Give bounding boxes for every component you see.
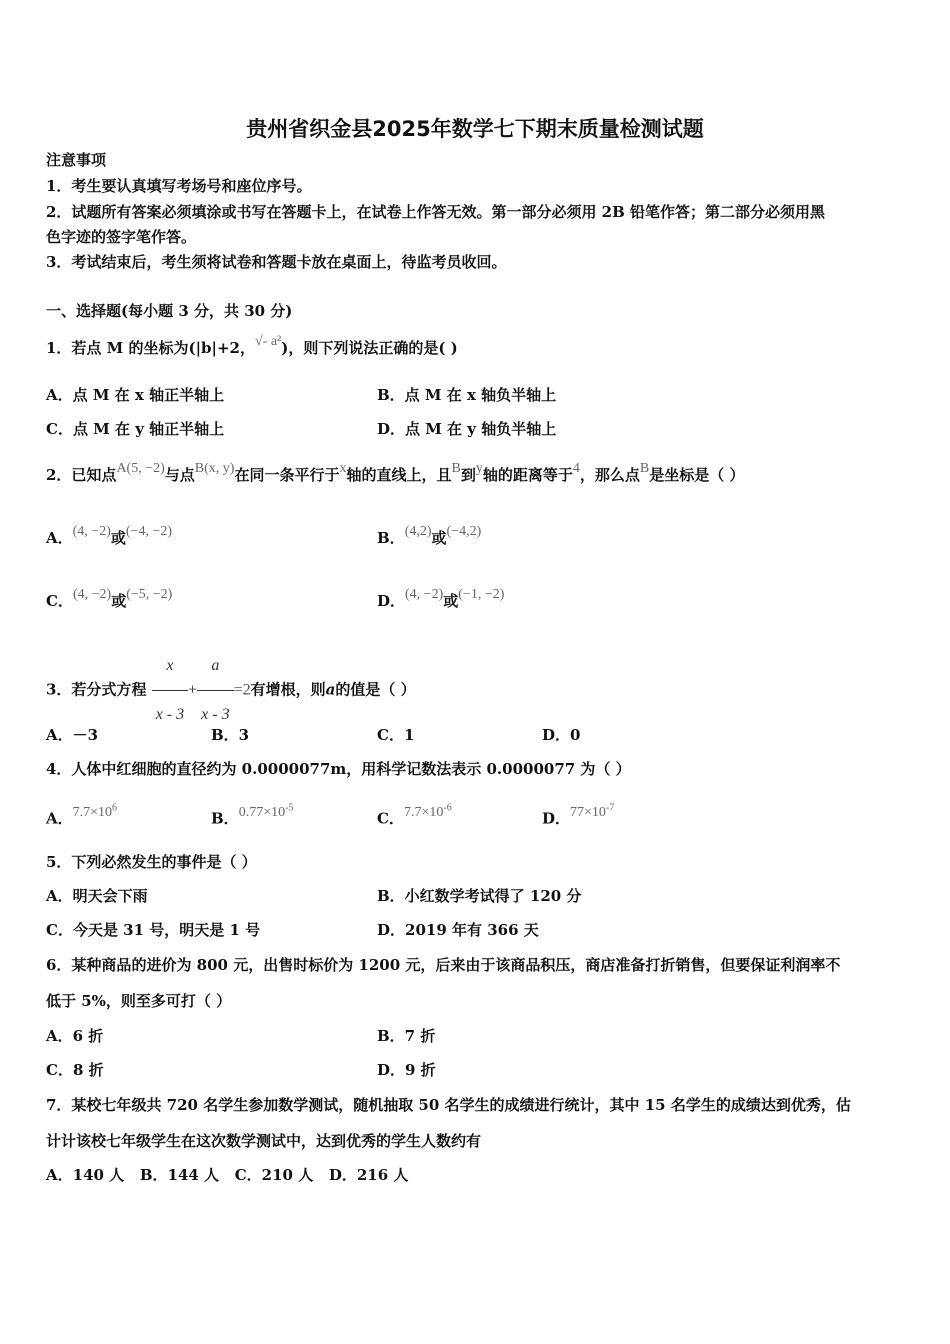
q3-option-d: D．0 <box>542 726 581 744</box>
q3-option-b: B．3 <box>211 726 250 744</box>
fraction-a-over-x-minus-3: $\frac{a}{x - 3}$ <box>197 642 233 739</box>
q5-option-a: A．明天会下雨 <box>46 887 148 905</box>
sqrt-neg-a-squared: √- a² <box>255 334 282 349</box>
notice-heading: 注意事项 <box>46 151 107 169</box>
question-1-stem: 1．若点 M 的坐标为(|b|+2，√- a²)，则下列说法正确的是( ) <box>46 334 458 357</box>
q2-option-a: A．(4, −2)或(−4, −2) <box>46 524 173 547</box>
notice-item-1: 1．考生要认真填写考场号和座位序号。 <box>46 177 312 195</box>
q5-option-c: C．今天是 31 号，明天是 1 号 <box>46 921 261 939</box>
q3-option-c: C．1 <box>377 726 415 744</box>
q1-option-d: D．点 M 在 y 轴负半轴上 <box>377 420 557 438</box>
q1-option-a: A．点 M 在 x 轴正半轴上 <box>46 386 225 404</box>
question-6-stem: 6．某种商品的进价为 800 元，出售时标价为 1200 元，后来由于该商品积压，商店准备打折销售，但要保证利润率不 <box>46 956 841 974</box>
q5-option-d: D．2019 年有 366 天 <box>377 921 539 939</box>
q4-option-d: D．$77\times 10^{-7}$ <box>542 802 615 828</box>
question-7-stem-cont: 计计该校七年级学生在这次数学测试中，达到优秀的学生人数约有 <box>46 1132 482 1150</box>
question-7-stem: 7．某校七年级共 720 名学生参加数学测试，随机抽取 50 名学生的成绩进行统计，其中 15 名学生的成绩达到优秀，估 <box>46 1096 851 1114</box>
notice-item-2-cont: 色字迹的签字笔作答。 <box>46 228 197 246</box>
question-5-stem: 5．下列必然发生的事件是（ ） <box>46 853 257 871</box>
q1-option-c: C．点 M 在 y 轴正半轴上 <box>46 420 225 438</box>
notice-item-2: 2．试题所有答案必须填涂或书写在答题卡上，在试卷上作答无效。第一部分必须用 2B 铅笔作答；第二部分必须用黑 <box>46 203 826 221</box>
q5-option-b: B．小红数学考试得了 120 分 <box>377 887 582 905</box>
fraction-x-over-x-minus-3: $\frac{x}{x - 3}$ <box>152 642 188 739</box>
question-3-stem: 3．若分式方程 $\frac{x}{x - 3}$ + $\frac{a}{x - 3}$ =2有增根，则a的值是（ ） <box>46 642 416 739</box>
q6-option-b: B．7 折 <box>377 1027 436 1045</box>
q7-options: A．140 人 B．144 人 C．210 人 D．216 人 <box>46 1166 409 1184</box>
q6-option-a: A．6 折 <box>46 1027 104 1045</box>
question-6-stem-cont: 低于 5%，则至多可打（ ） <box>46 992 232 1010</box>
q1-option-b: B．点 M 在 x 轴负半轴上 <box>377 386 557 404</box>
question-4-stem: 4．人体中红细胞的直径约为 0.0000077m，用科学记数法表示 0.0000077 为（ ） <box>46 760 631 778</box>
point-a: A(5, −2) <box>116 461 165 476</box>
q4-option-a: A．$7.7\times 10^6$ <box>46 802 118 828</box>
question-2-stem: 2．已知点A(5, −2)与点B(x, y)在同一条平行于x轴的直线上，且B到y轴的距离等于4，那么点B是坐标是（ ） <box>46 461 745 484</box>
q2-option-b: B．(4,2)或(−4,2) <box>377 524 482 547</box>
section-heading: 一、选择题(每小题 3 分，共 30 分) <box>46 302 293 320</box>
q4-option-c: C．$7.7\times 10^{-6}$ <box>377 802 452 828</box>
q2-option-c: C．(4, −2)或(−5, −2) <box>46 587 173 610</box>
point-b: B(x, y) <box>194 461 235 476</box>
notice-item-3: 3．考试结束后，考生须将试卷和答题卡放在桌面上，待监考员收回。 <box>46 253 507 271</box>
q4-option-b: B．$0.77\times 10^{-5}$ <box>211 802 294 828</box>
q6-option-d: D．9 折 <box>377 1061 436 1079</box>
q2-option-d: D．(4, −2)或(−1, −2) <box>377 587 505 610</box>
q6-option-c: C．8 折 <box>46 1061 104 1079</box>
q3-option-a: A．－3 <box>46 726 99 744</box>
page-title: 贵州省织金县2025年数学七下期末质量检测试题 <box>246 117 704 141</box>
